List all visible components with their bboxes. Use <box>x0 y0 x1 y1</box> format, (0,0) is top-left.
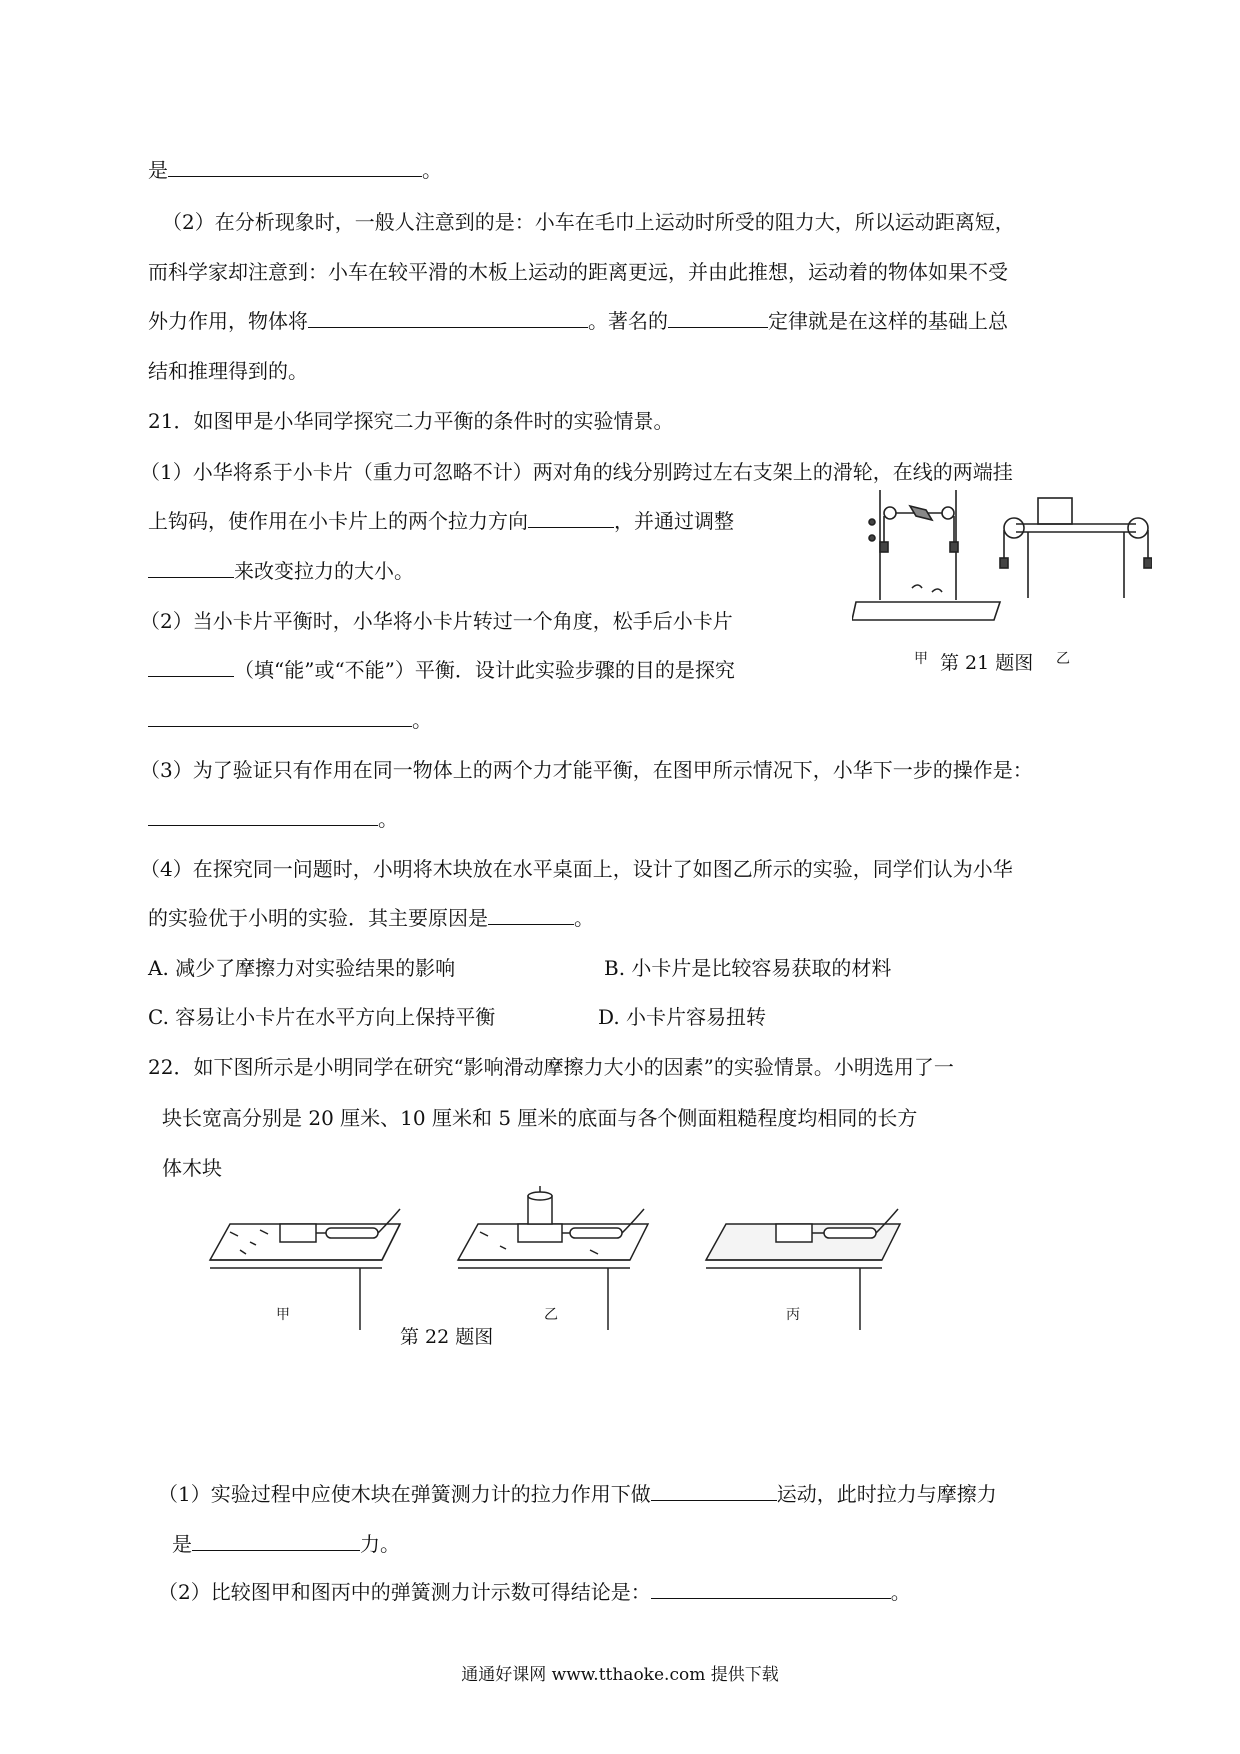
text-line: 结和推理得到的。 <box>148 359 308 383</box>
text-line: 体木块 <box>162 1156 222 1180</box>
text: （填“能”或“不能”）平衡．设计此实验步骤的目的是探究 <box>234 658 735 682</box>
figure-22-label-c: 丙 <box>786 1307 800 1323</box>
text: 上钩码，使作用在小卡片上的两个拉力方向 <box>148 509 528 533</box>
text-line <box>148 557 414 585</box>
text: 是 <box>172 1532 192 1556</box>
text: 。 <box>890 1580 911 1604</box>
text: 定律就是在这样的基础上总 <box>768 309 1008 333</box>
answer-blank[interactable] <box>168 156 422 177</box>
text-line: 块长宽高分别是 20 厘米、10 厘米和 5 厘米的底面与各个侧面粗糙程度均相同的长方 <box>162 1106 918 1130</box>
answer-blank[interactable] <box>192 1530 360 1551</box>
figure-22-label-a: 甲 <box>276 1307 290 1323</box>
answer-blank[interactable] <box>528 507 614 528</box>
text-line: 而科学家却注意到：小车在较平滑的木板上运动的距离更远，并由此推想，运动着的物体如果不受 <box>148 260 1008 284</box>
option-a: A. 减少了摩擦力对实验结果的影响 <box>148 956 456 980</box>
figure-22 <box>200 1180 960 1340</box>
text: 力。 <box>360 1532 400 1556</box>
text: （2）比较图甲和图丙中的弹簧测力计示数可得结论是： <box>158 1580 651 1604</box>
text: ，并通过调整 <box>614 509 734 533</box>
text-line: （4）在探究同一问题时，小明将木块放在水平桌面上，设计了如图乙所示的实验，同学们认为小华 <box>140 857 1013 881</box>
answer-blank[interactable] <box>651 1578 891 1599</box>
answer-blank[interactable] <box>308 307 588 328</box>
answer-blank[interactable] <box>148 557 234 578</box>
text: 。 <box>378 807 398 831</box>
text-line <box>158 1480 997 1508</box>
text: 。著名的 <box>588 309 668 333</box>
text-line <box>148 706 432 734</box>
text-line <box>158 1578 911 1606</box>
answer-blank[interactable] <box>148 706 412 727</box>
figure-21-stand <box>852 490 1000 620</box>
text: 是 <box>148 158 168 182</box>
text-line <box>148 805 398 833</box>
text: 。 <box>412 708 432 732</box>
text-line <box>148 156 442 184</box>
text-line: （3）为了验证只有作用在同一物体上的两个力才能平衡，在图甲所示情况下，小华下一步的操作是： <box>140 758 1033 782</box>
figure-22-label-b: 乙 <box>544 1307 558 1323</box>
text: 运动，此时拉力与摩擦力 <box>776 1482 997 1506</box>
question-21-title: 21．如图甲是小华同学探究二力平衡的条件时的实验情景。 <box>148 409 674 433</box>
figure-22-setup-a <box>210 1209 400 1330</box>
text: 来改变拉力的大小。 <box>234 559 414 583</box>
text-line <box>148 656 735 684</box>
figure-22-caption: 第 22 题图 <box>400 1326 494 1348</box>
figure-21 <box>852 480 1152 660</box>
figure-21-table <box>1000 498 1152 598</box>
answer-blank[interactable] <box>148 805 378 826</box>
figure-22-setup-c <box>706 1209 900 1330</box>
text-line: （1）小华将系于小卡片（重力可忽略不计）两对角的线分别跨过左右支架上的滑轮，在线的两端挂 <box>140 460 1013 484</box>
text: 外力作用，物体将 <box>148 309 308 333</box>
text-line <box>148 507 734 535</box>
answer-blank[interactable] <box>488 904 574 925</box>
text-line: （2）当小卡片平衡时，小华将小卡片转过一个角度，松手后小卡片 <box>140 609 733 633</box>
text-line <box>148 904 594 932</box>
option-c: C. 容易让小卡片在水平方向上保持平衡 <box>148 1005 496 1029</box>
figure-21-label-b: 乙 <box>1056 651 1070 667</box>
answer-blank[interactable] <box>148 656 234 677</box>
answer-blank[interactable] <box>668 307 768 328</box>
text: 。 <box>574 906 594 930</box>
answer-blank[interactable] <box>651 1480 777 1501</box>
option-b: B. 小卡片是比较容易获取的材料 <box>604 956 892 980</box>
page-footer: 通通好课网 www.tthaoke.com 提供下载 <box>461 1665 779 1685</box>
text-line <box>148 307 1008 335</box>
text-line: （2）在分析现象时，一般人注意到的是：小车在毛巾上运动时所受的阻力大，所以运动距离短， <box>162 210 1015 234</box>
figure-21-label-a: 甲 <box>914 651 928 667</box>
option-d: D. 小卡片容易扭转 <box>598 1005 767 1029</box>
question-22-title: 22．如下图所示是小明同学在研究“影响滑动摩擦力大小的因素”的实验情景。小明选用了一 <box>148 1055 954 1079</box>
figure-21-caption: 第 21 题图 <box>940 652 1034 674</box>
text-line <box>172 1530 400 1558</box>
text: 的实验优于小明的实验．其主要原因是 <box>148 906 488 930</box>
text: （1）实验过程中应使木块在弹簧测力计的拉力作用下做 <box>158 1482 651 1506</box>
text: 。 <box>422 158 442 182</box>
